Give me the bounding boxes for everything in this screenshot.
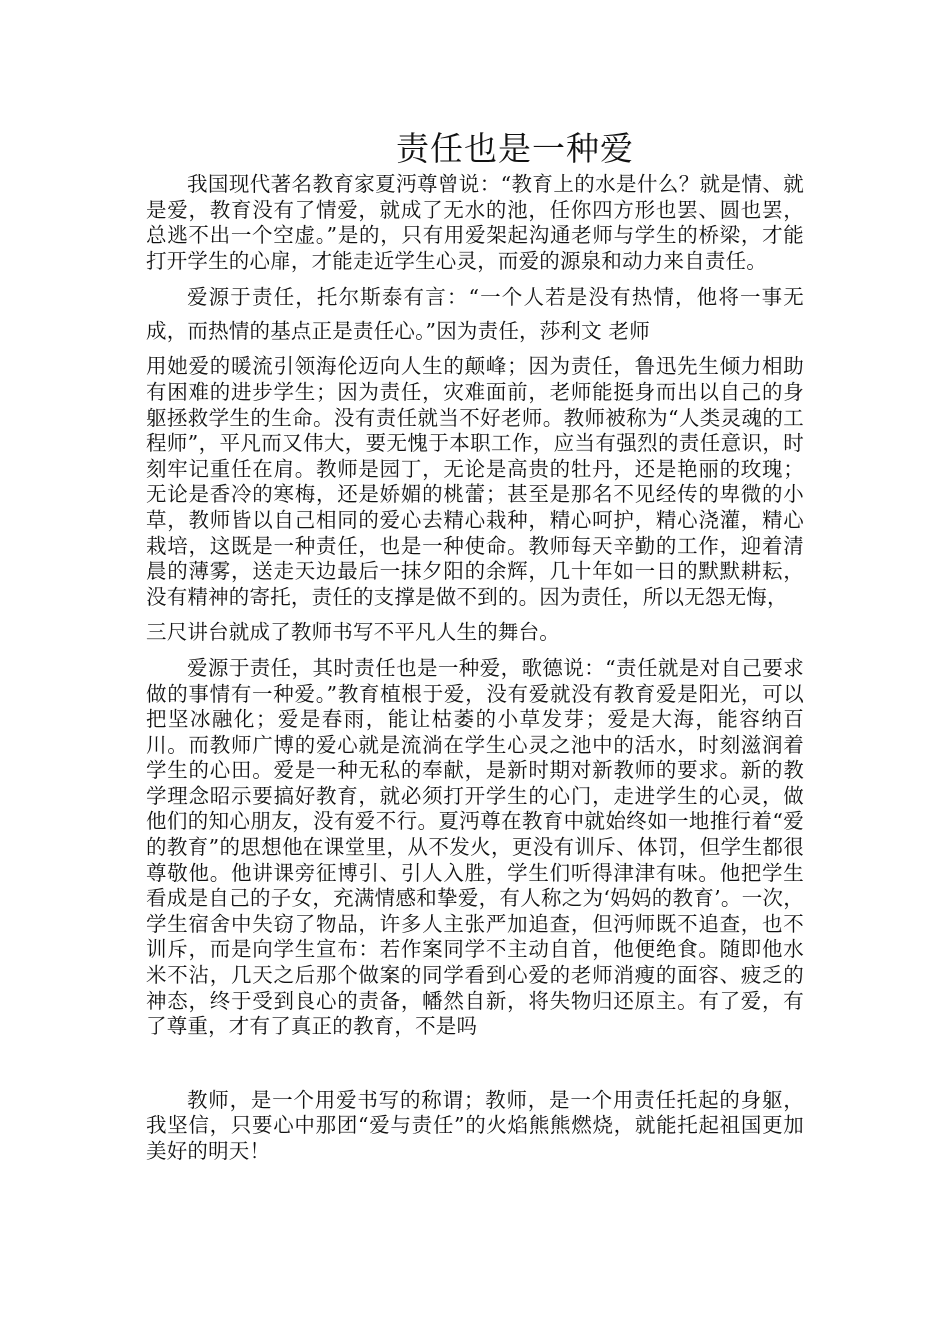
paragraph-6: 教师，是一个用爱书写的称谓；教师，是一个用责任托起的身躯，我坚信，只要心中那团“爱与责任”的火焰熊熊燃烧，就能托起祖国更加美好的明天！	[146, 1087, 804, 1163]
spacer	[146, 646, 804, 656]
document-title: 责任也是一种爱	[396, 129, 634, 168]
paragraph-5: 爱源于责任，其时责任也是一种爱，歌德说：“责任就是对自己要求做的事情有一种爱。”教育植根于爱，没有爱就没有教育爱是阳光，可以把坚冰融化；爱是春雨，能让枯萎的小草发芽；爱是大海，能容纳百川。而教师广博的爱心就是流淌在学生心灵之池中的活水，时刻滋润着学生的心田。爱是一种无私的奉献，是新时期对新教师的要求。新的教学理念昭示要搞好教育，就必须打开学生的心门，走进学生的心灵，做他们的知心朋友，没有爱不行。夏沔尊在教育中就始终如一地推行着“爱的教育”的思想他在课堂里，从不发火，更没有训斥、体罚，但学生都很尊敬他。他讲课旁征博引、引人入胜，学生们听得津津有味。他把学生看成是自己的子女，充满情感和挚爱，有人称之为‘妈妈的教育’。一次，学生宿舍中失窃了物品，许多人主张严加追查，但沔师既不追查，也不训斥，而是向学生宣布：若作案同学不主动自首，他便绝食。随即他水米不沾，几天之后那个做案的同学看到心爱的老师消瘦的面容、疲乏的神态，终于受到良心的责备，幡然自新，将失物归还原主。有了爱，有了尊重，才有了真正的教育，不是吗	[146, 655, 804, 1039]
paragraph-3: 用她爱的暖流引领海伦迈向人生的颠峰；因为责任，鲁迅先生倾力相助有困难的进步学生；因为责任，灾难面前，老师能挺身而出以自己的身躯拯救学生的生命。没有责任就当不好老师。教师被称为“人类灵魂的工程师”，平凡而又伟大，要无愧于本职工作，应当有强烈的责任意识，时刻牢记重任在肩。教师是园丁，无论是高贵的牡丹，还是艳丽的玫瑰；无论是香冷的寒梅，还是娇媚的桃蕾；甚至是那名不见经传的卑微的小草，教师皆以自己相同的爱心去精心栽种，精心呵护，精心浇灌，精心栽培，这既是一种责任，也是一种使命。教师每天辛勤的工作，迎着清晨的薄雾，送走天边最后一抹夕阳的余辉，几十年如一日的默默耕耘，没有精神的寄托，责任的支撑是做不到的。因为责任，所以无怨无悔，	[146, 354, 804, 609]
document-body	[146, 172, 804, 1165]
spacer	[146, 610, 804, 620]
paragraph-4: 三尺讲台就成了教师书写不平凡人生的舞台。	[146, 620, 560, 645]
paragraph-2: 爱源于责任，托尔斯泰有言：“一个人若是没有热情，他将一事无成，而热情的基点正是责任心。”因为责任，莎利文 老师	[146, 285, 804, 344]
paragraph-1: 我国现代著名教育家夏沔尊曾说：“教育上的水是什么？就是情、就是爱，教育没有了情爱，就成了无水的池，任你四方形也罢、圆也罢，总逃不出一个空虚。”是的，只有用爱架起沟通老师与学生的桥梁，才能打开学生的心扉，才能走近学生心灵，而爱的源泉和动力来自责任。	[146, 172, 804, 273]
spacer	[146, 1040, 804, 1088]
